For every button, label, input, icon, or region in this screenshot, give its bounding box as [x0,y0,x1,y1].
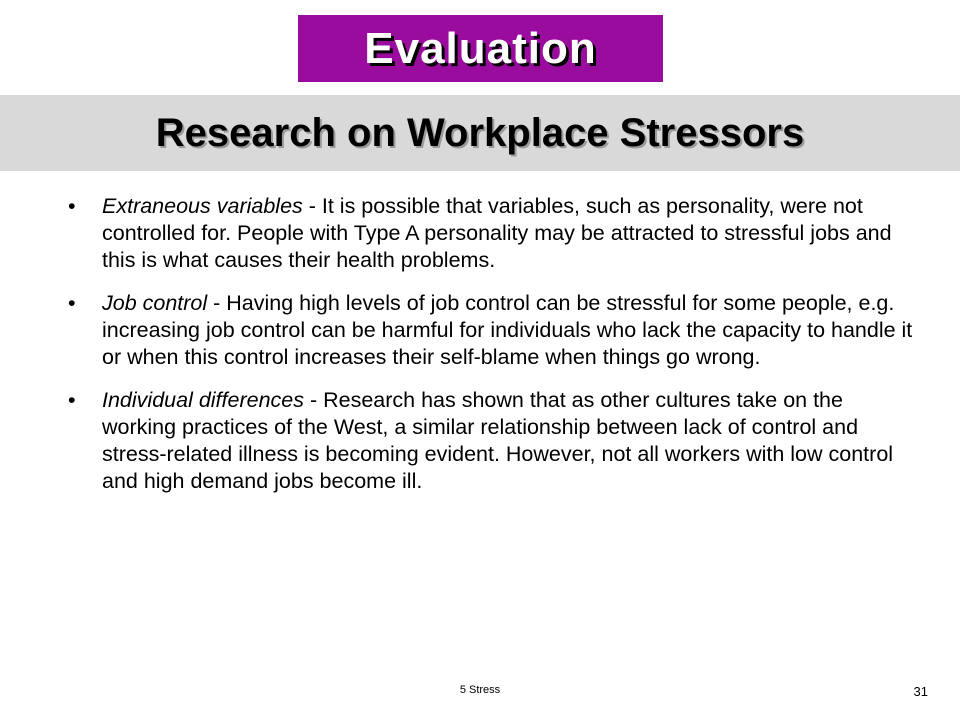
title-band [0,95,960,171]
bullet-list [60,193,920,511]
slide-title: Research on Workplace Stressors [155,111,805,155]
evaluation-label: Evaluation [364,23,597,73]
evaluation-badge [298,15,663,82]
bullet-extraneous-variables [60,193,920,274]
bullet-term: Job control [102,291,208,315]
bullet-text: - Having high levels of job control can be stressful for some people, e.g. increasing job control can be harmful for individuals who lack the capacity to handle it or when this control increases their self-blame when things go wrong. [102,291,913,369]
bullet-term: Individual differences [102,388,304,412]
bullet-marker: • [68,388,76,412]
bullet-text: - It is possible that variables, such as personality, were not controlled for. People with Type A personality may be attracted to stressful jobs and this is what causes their health problems. [102,194,892,272]
bullet-text: - Research has shown that as other cultures take on the working practices of the West, a similar relationship between lack of control and stress-related illness is becoming evident. However, not all workers with low control and high demand jobs become ill. [102,388,894,493]
page-number: 31 [913,684,928,699]
bullet-individual-differences [60,387,920,495]
bullet-job-control [60,290,920,371]
bullet-marker: • [68,291,76,315]
bullet-marker: • [68,194,76,218]
bullet-term: Extraneous variables [102,194,303,218]
footer-section-label: 5 Stress [459,684,501,696]
